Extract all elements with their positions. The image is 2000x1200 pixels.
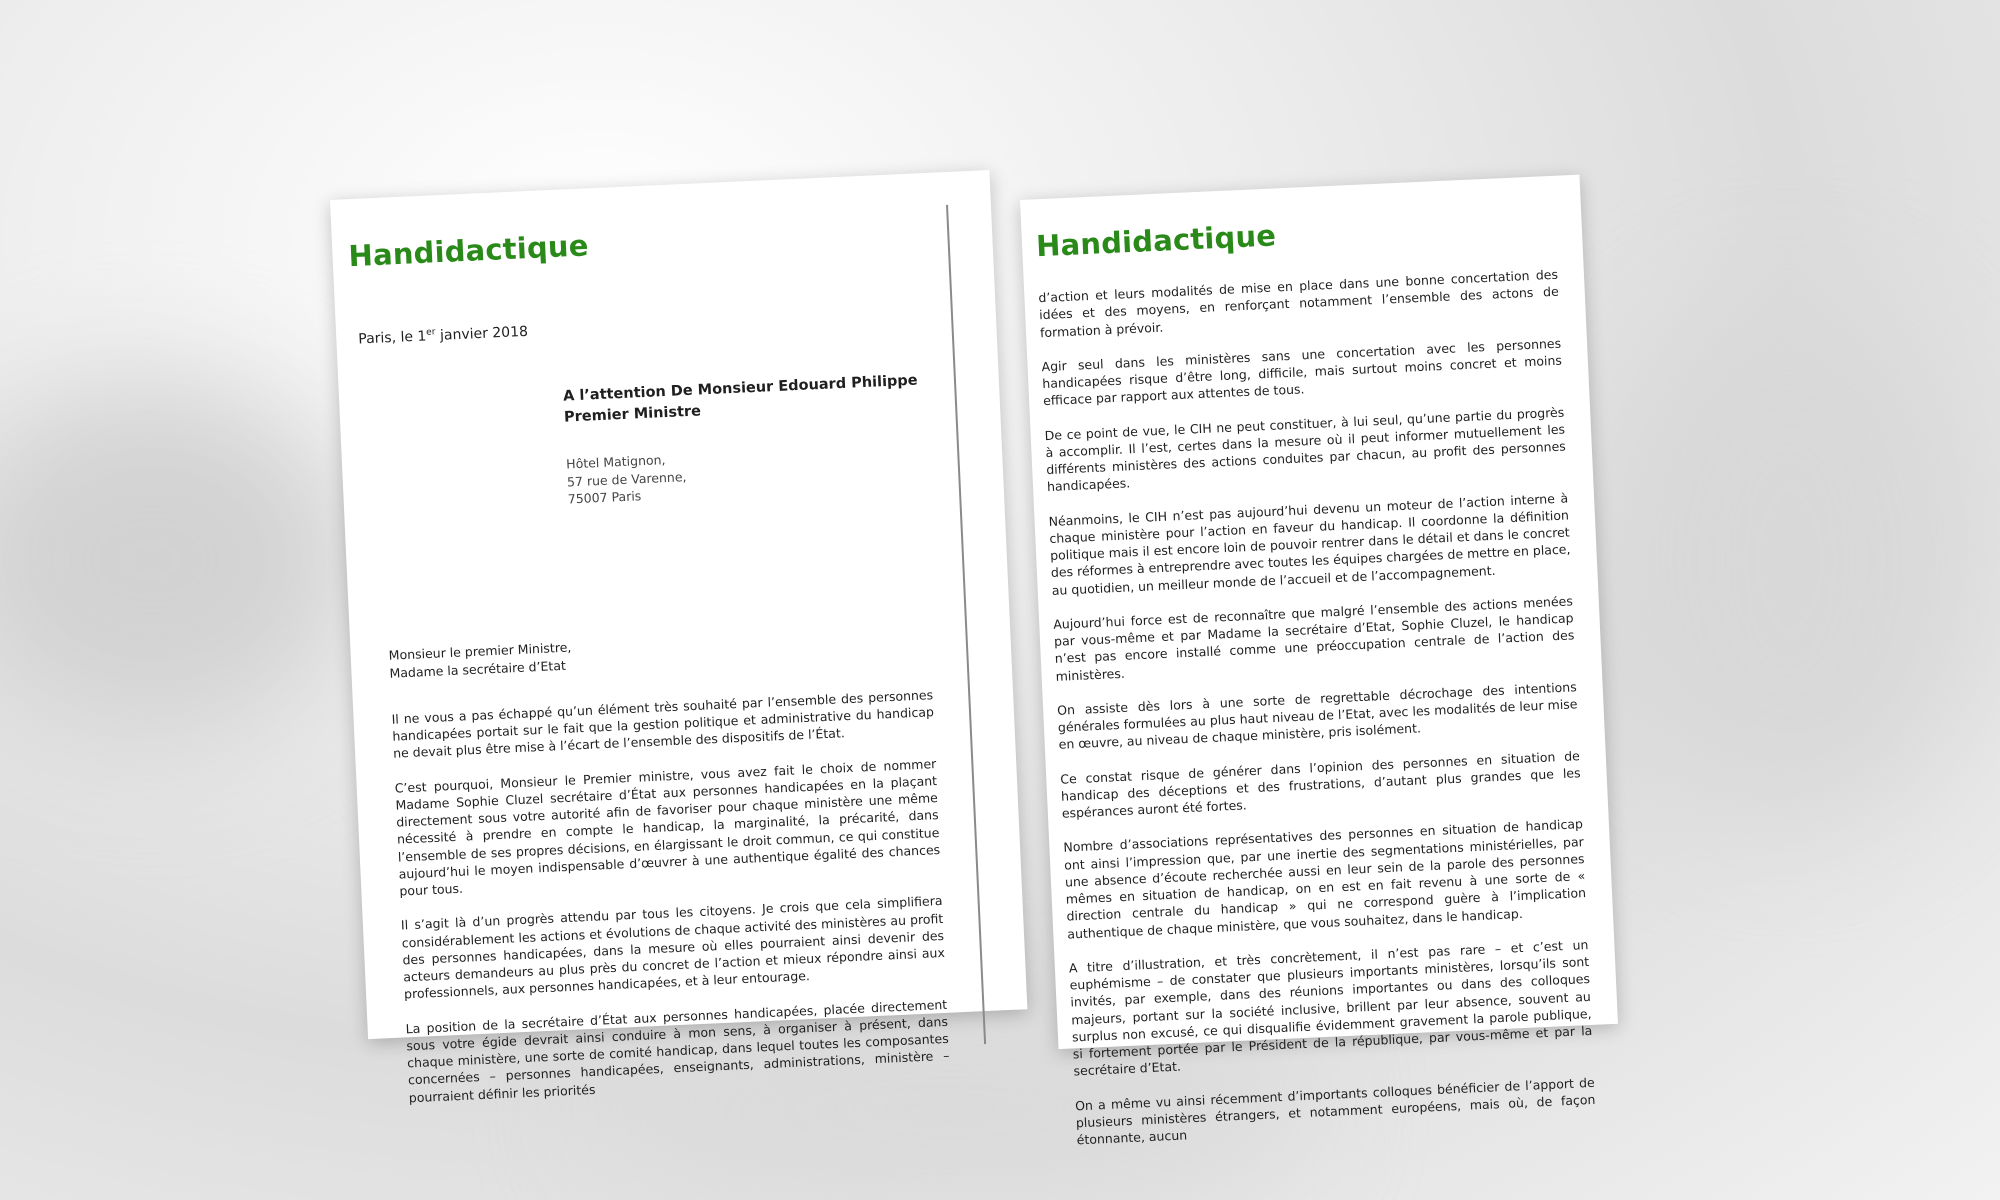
body-paragraph: On assiste dès lors à une sorte de regrettable décrochage des intentions générales formulées au plus haut niveau de l’Etat, avec les modalités de leur mise en œuvre, au niveau de chaque ministère, pris isolément.	[1056, 679, 1578, 753]
body-paragraph: On a même vu ainsi récemment d’importants colloques bénéficier de l’apport de plusieurs ministères étrangers, et notamment européens, mais où, de façon étonnante, aucun	[1074, 1074, 1596, 1148]
body-paragraph: Il ne vous a pas échappé qu’un élément très souhaité par l’ensemble des personnes handicapées portait sur le fait que la gestion politique et administrative du handicap ne devait plus être mise à l’écart de l’ensemble des dispositifs de l’État.	[391, 687, 935, 762]
brand-logo: Handidactique	[1035, 218, 1277, 264]
letter-body-continued	[1038, 266, 1596, 1149]
salutation	[388, 622, 931, 683]
salutation-line: Monsieur le premier Ministre,	[388, 639, 572, 663]
salutation-line: Madame la secrétaire d’Etat	[389, 657, 567, 681]
letter-body	[391, 686, 950, 1106]
address-line: 75007 Paris	[567, 488, 642, 507]
letter-page-1	[330, 170, 1027, 1105]
address-line: Hôtel Matignon,	[565, 452, 666, 472]
date-sup: er	[425, 327, 436, 338]
body-paragraph: Néanmoins, le CIH n’est pas aujourd’hui devenu un moteur de l’action interne à chaque ministère pour l’action en faveur du handicap. Il coordonne la définition politique mais il est encore loin de pouvoir rentrer dans le détail et dans le concret des réformes à entreprendre avec toutes les équipes chargées de mettre en place, au quotidien, un meilleur monde de l’accueil et de l’accompagnement.	[1048, 489, 1571, 598]
recipient-title: Premier Ministre	[563, 403, 702, 427]
postal-address	[566, 440, 924, 509]
background-shadow	[0, 380, 360, 740]
body-paragraph: Il s’agit là d’un progrès attendu par tous les citoyens. Je crois que cela simplifiera considérablement les actions et évolutions de chaque activité des ministères au profit des personnes handicapées, dans la mesure où elles pourraient ainsi devenir des acteurs demandeurs au plus près du concret de l’action et mieux répondre ainsi aux professionnels, aux personnes handicapées, et à leur entourage.	[400, 893, 946, 1002]
body-paragraph: Agir seul dans les ministères sans une concertation avec les personnes handicapées risque d’être long, difficile, mais surtout moins concret et moins efficace par rapport aux attentes de tous.	[1041, 335, 1563, 409]
body-paragraph: Nombre d’associations représentatives des personnes en situation de handicap ont ainsi l’impression que, par une inertie des segmentations ministérielles, par une absence d’écoute recherchée aussi en leur sein de la parole des personnes mêmes en situation de handicap, on en est en fait revenu à une sorte de « direction centrale du handicap » qui ne correspond guère à l’implication authentique de chaque ministère, que vous souhaitez, dans le handicap.	[1063, 816, 1587, 942]
addressee-block	[563, 370, 924, 508]
body-paragraph: d’action et leurs modalités de mise en place dans une bonne concertation des idées et des moyens, en renforçant notamment l’ensemble des actons de formation à prévoir.	[1038, 266, 1560, 340]
body-paragraph: Aujourd’hui force est de reconnaître que malgré l’ensemble des actions menées par vous-même et par Madame la secrétaire d’Etat, Sophie Cluzel, le handicap n’est pas encore installé comme une préoccupation centrale de l’action des ministères.	[1052, 593, 1575, 684]
letter-page-2	[1020, 175, 1618, 1148]
body-paragraph: De ce point de vue, le CIH ne peut constituer, à lui seul, qu’une partie du progrès à accomplir. Il l’est, certes dans la mesure où il peut informer mutuellement les différents ministères des actions conduites par chacun, au profit des personnes handicapées.	[1044, 404, 1567, 495]
body-paragraph: Ce constat risque de générer dans l’opinion des personnes en situation de handicap des déceptions et des frustrations, d’autant plus grandes que les espérances auront été fortes.	[1059, 747, 1581, 821]
background-shadow	[1600, 300, 1980, 820]
letter-date	[358, 306, 916, 348]
body-paragraph: La position de la secrétaire d’État aux personnes handicapées, placée directement sous votre égide devrait ainsi conduire à mon sens, à organiser à présent, dans chaque ministère, une sorte de comité handicap, dans lequel toutes les composantes concernées – personnes handicapées, enseignants, administrations, ministère – pourraient définir les priorités	[405, 996, 950, 1105]
brand-logo: Handidactique	[347, 228, 590, 274]
date-prefix: Paris, le 1	[357, 328, 427, 348]
body-paragraph: C’est pourquoi, Monsieur le Premier ministre, vous avez fait le choix de nommer Madame Sophie Cluzel secrétaire d’État aux personnes handicapées en la plaçant directement sous votre autorité afin de favoriser pour chaque ministère une même nécessité à prendre en compte le handicap, la marginalité, la précarité, dans l’ensemble de ses propres décisions, en élargissant le droit commun, ce qui constitue aujourd’hui le moyen indispensable d’œuvrer à une authentique égalité des chances pour tous.	[394, 755, 941, 899]
date-suffix: janvier 2018	[435, 323, 529, 344]
attention-line: A l’attention De Monsieur Edouard Philippe	[562, 372, 918, 405]
attention-block	[563, 370, 921, 430]
body-paragraph: A titre d’illustration, et très concrètement, il n’est pas rare – et c’est un euphémisme – de constater que plusieurs importants ministères, lorsqu’ils sont invités, par exemple, dans des réunions importantes ou dans des colloques majeurs, portant sur la société inclusive, brillent par leur absence, souvent au surplus non excusé, ce qui disqualifie évidemment gravement la parole publique, si fortement portée par le Président de la république, par vous-même et par la secrétaire d’Etat.	[1068, 936, 1593, 1079]
address-line: 57 rue de Varenne,	[566, 468, 687, 490]
